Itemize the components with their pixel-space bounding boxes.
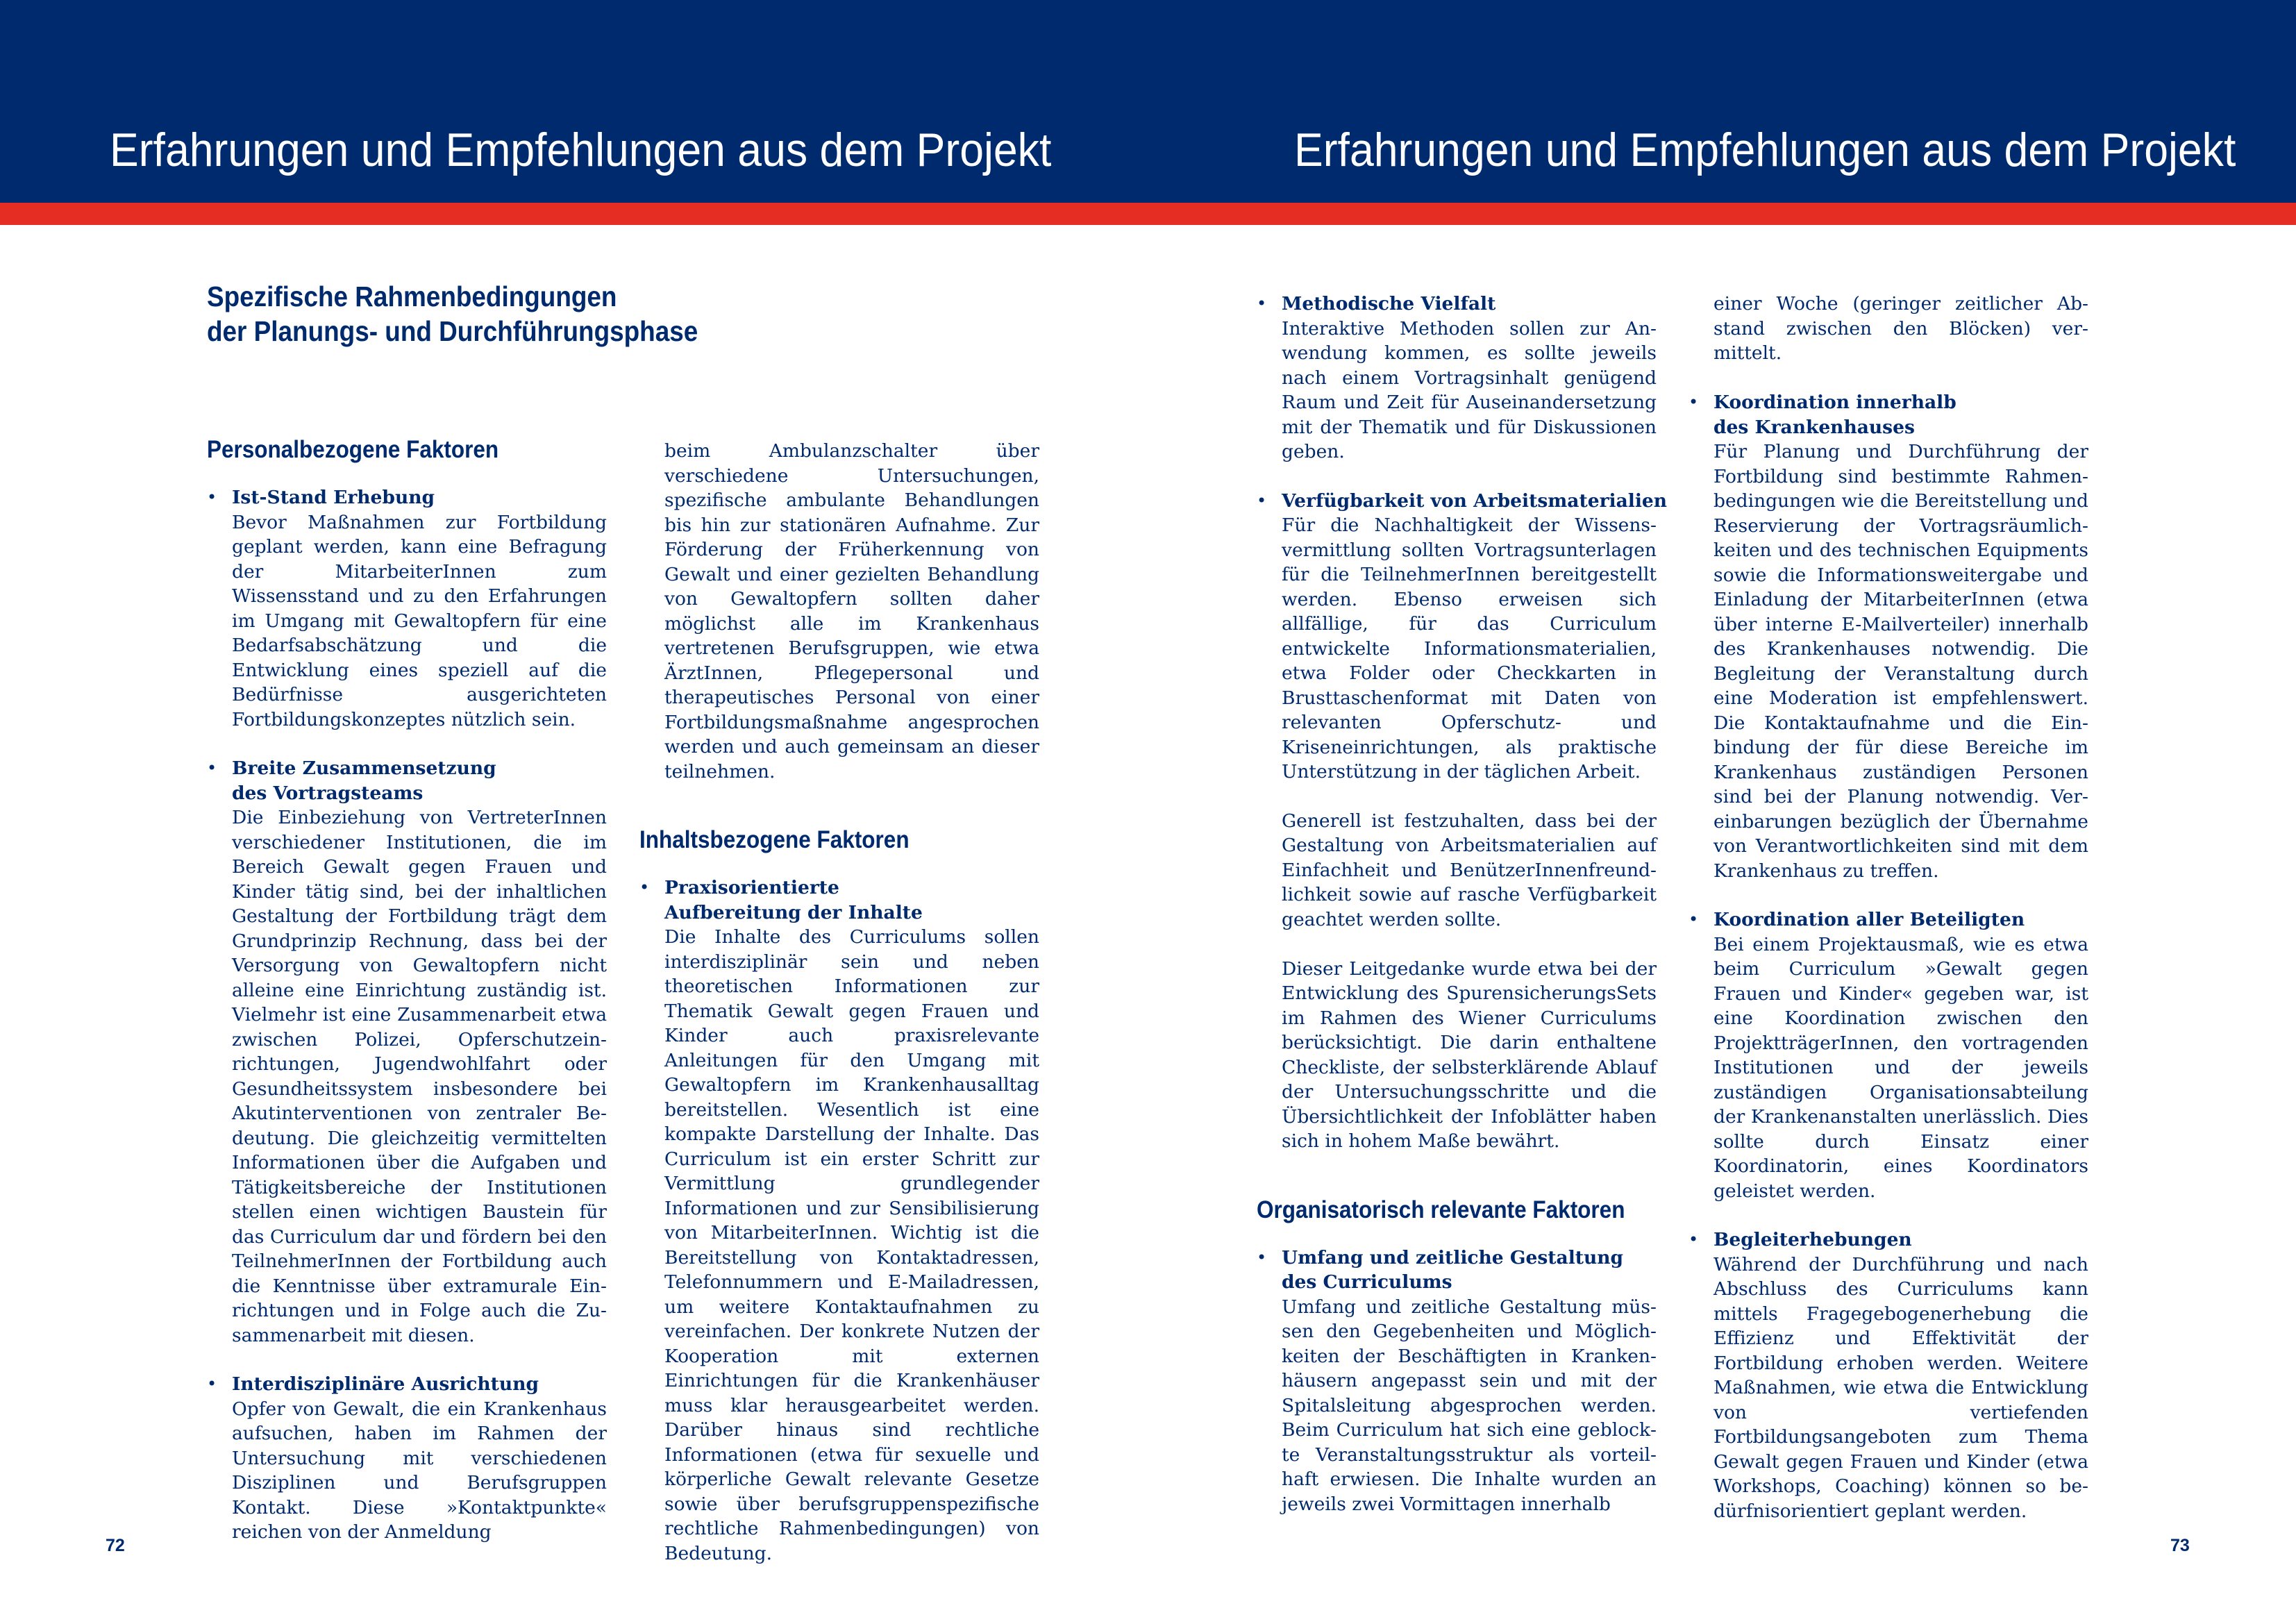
page-number-left: 72 [106, 1536, 125, 1555]
section-heading-org: Organisatorisch relevante Faktoren [1257, 1196, 1625, 1223]
page-title: Spezifische Rahmenbedingungen der Planungs- und Durchführungsphase [207, 281, 698, 347]
item-text: Während der Durchführung und nach Abschluss des Curriculums kann mittels Fragegebogenerhebung die Effizienz und Effektivität der Fortbildung erhoben werden. Weitere Maßnahmen, wie etwa die Entwicklung von vertiefenden Fortbildungsangeboten zum Thema Gewalt gegen Frauen und Kinder (etwa Workshops, Coaching) können so bedürfnisorientiert geplant werden. [1713, 1253, 2088, 1522]
bullet-icon: • [1689, 1230, 1699, 1249]
bullet-icon: • [207, 1374, 217, 1393]
bullet-icon: • [1689, 392, 1699, 412]
bullet-icon: • [639, 878, 650, 897]
list-item [207, 756, 607, 1348]
header-bar [0, 0, 2296, 203]
list-item [1689, 390, 2088, 883]
list-item [1257, 489, 1668, 785]
item-text: Bei einem Projektausmaß, wie es etwa beim Curriculum »Gewalt gegen Frauen und Kinder« gegeben war, ist eine Koordination zwischen den ProjektträgerInnen, den vortragenden Institutionen und der jeweils zuständigen Organisationsabteilung der Krankenanstalten unerlässlich. Dies sollte durch Einsatz einer Koordinatorin, eines Koordinators geleistet werden. [1713, 933, 2088, 1202]
left-column-2 [639, 439, 1039, 1590]
paragraph: Generell ist festzuhalten, dass bei der Gestaltung von Arbeitsmaterialien auf Einfachheit und BenützerInnenfreundlichkeit sowie auf rasche Verfügbarkeit geachtet werden sollte. [1282, 810, 1657, 930]
item-text: Für die Nachhaltigkeit der Wissensvermittlung sollten Vortragsunterlagen für die TeilnehmerInnen bereitgestellt werden. Ebenso erweisen sich allfällige, für das Curriculum entwickelte Informationsmaterialien, etwa Folder oder Checkkarten in Brusttaschenformat mit Daten von relevanten Opferschutz- und Kriseneinrichtungen, als praktische Unterstützung in der täglichen Arbeit. [1282, 514, 1657, 782]
item-title: Umfang und zeitliche Gestaltung [1282, 1246, 1624, 1269]
item-title: Interdisziplinäre Ausrichtung [232, 1373, 539, 1395]
item-text: Umfang und zeitliche Gestaltung müssen den Gegebenheiten und Möglichkeiten der Beschäftigten in Krankenhäusern angepasst sein und mit der Spitalsleitung abgesprochen werden. Beim Curriculum hat sich eine geblockte Veranstaltungsstruktur als vorteilhaft erwiesen. Die Inhalte wurden an jeweils zwei Vormittagen innerhalb [1282, 1296, 1657, 1515]
bullet-icon: • [1257, 1247, 1267, 1267]
left-column-1 [207, 435, 607, 1569]
list-item [1689, 907, 2088, 1203]
item-title: Verfügbarkeit von Arbeitsmaterialien [1282, 489, 1668, 512]
item-title-line2: Aufbereitung der Inhalte [664, 901, 923, 923]
section-heading-content: Inhaltsbezogene Faktoren [639, 826, 910, 853]
item-text: Die Einbeziehung von VertreterInnen verschiedener Institutionen, die im Bereich Gewalt gegen Frauen und Kinder tätig sind, bei der inhaltlichen Gestaltung der Fortbildung trägt dem Grundprinzip Rechnung, dass bei der Versorgung von Gewaltopfern nicht alleine eine Einrichtung zuständig ist. Vielmehr ist eine Zusammenarbeit etwa zwischen Polizei, Opferschutzeinrichtungen, Jugendwohlfahrt oder Gesundheitssystem insbesondere bei Akutinterventionen von zentraler Bedeutung. Die gleichzeitig vermittelten Informationen über die Aufgaben und Tätigkeitsbereiche der Institutionen stellen einen wichtigen Baustein für das Curriculum dar und fördern bei den TeilnehmerInnen der Fortbildung auch die Kenntnisse über extramurale Einrichtungen und in Folge auch die Zusammenarbeit mit diesen. [232, 807, 607, 1346]
section-heading-personal: Personalbezogene Faktoren [207, 436, 499, 463]
bullet-icon: • [207, 487, 217, 507]
item-title: Breite Zusammensetzung [232, 757, 496, 779]
list-item [1257, 292, 1657, 464]
item-title: Begleiterhebungen [1713, 1229, 1912, 1250]
item-title: Methodische Vielfalt [1282, 293, 1496, 315]
bullet-icon: • [1257, 294, 1267, 313]
item-title: Koordination aller Beteiligten [1713, 909, 2025, 930]
list-item [639, 876, 1039, 1566]
item-title: Ist-Stand Erhebung [232, 487, 435, 508]
header-title-left: Erfahrungen und Empfehlungen aus dem Projekt [110, 124, 1052, 176]
list-item [1257, 1246, 1657, 1517]
item-title: Praxisorientierte [664, 877, 839, 898]
item-text: Opfer von Gewalt, die ein Krankenhaus aufsuchen, haben im Rahmen der Untersuchung mit verschiedenen Disziplinen und Berufsgruppen Kontakt. Diese »Kontaktpunkte« reichen von der Anmeldung [232, 1398, 607, 1543]
item-text: Bevor Maßnahmen zur Fortbildung geplant werden, kann eine Befragung der MitarbeiterInnen zum Wissensstand und zu den Erfahrungen im Umgang mit Gewaltopfern für eine Bedarfsabschätzung und die Entwicklung eines speziell auf die Bedürfnisse ausgerichteten Fortbildungskonzeptes nützlich sein. [232, 511, 607, 730]
header-title-right: Erfahrungen und Empfehlungen aus dem Projekt [1294, 124, 2236, 176]
right-column-1 [1257, 292, 1668, 1541]
list-item [207, 1372, 607, 1545]
paragraph: Dieser Leitgedanke wurde etwa bei der Entwicklung des SpurensicherungsSets im Rahmen des Wiener Curriculums berücksichtigt. Die darin enthaltene Checkliste, der selbsterklärende Ablauf der Untersuchungsschritte und die Übersichtlichkeit der Infoblätter haben sich in hohem Maße bewährt. [1282, 957, 1657, 1152]
item-title-line2: des Curriculums [1282, 1271, 1452, 1293]
bullet-icon: • [1689, 910, 1699, 929]
page-number-right: 73 [2170, 1536, 2190, 1555]
continuation-text: beim Ambulanzschalter über verschiedene Untersuchungen, spezifische ambulante Behandlungen bis hin zur stationären Aufnahme. Zur Förderung der Früherkennung von Gewalt und einer gezielten Behandlung von Gewaltopfern sollten daher möglichst alle im Krankenhaus vertretenen Berufsgruppen, wie etwa ÄrztInnen, Pflegepersonal und therapeutisches Personal von einer Fortbildungsmaßnahme angesprochen werden und auch gemeinsam an dieser teilnehmen. [664, 440, 1039, 782]
header-red-stripe [0, 203, 2296, 225]
right-column-2 [1689, 292, 2088, 1548]
item-text: Interaktive Methoden sollen zur Anwendung kommen, es sollte jeweils nach einem Vortragsinhalt genügend Raum und Zeit für Auseinandersetzung mit der Thematik und für Diskussionen geben. [1282, 317, 1657, 462]
item-title-line2: des Krankenhauses [1713, 416, 1915, 438]
item-text: Für Planung und Durchführung der Fortbildung sind bestimmte Rahmenbedingungen wie die Bereitstellung und Reservierung der Vortragsräumlichkeiten und des technischen Equipments sowie die Informationsweitergabe und Einladung der MitarbeiterInnen (etwa über interne E-Mailverteiler) innerhalb des Krankenhauses notwendig. Die Begleitung der Veranstaltung durch eine Moderation ist empfehlenswert. Die Kontaktaufnahme und die Einbindung der für diese Bereiche im Krankenhaus zuständigen Personen sind bei der Planung notwendig. Vereinbarungen bezüglich der Übernahme von Verantwortlichkeiten sind mit dem Krankenhaus zu treffen. [1713, 441, 2088, 882]
bullet-icon: • [1257, 490, 1267, 510]
item-text: Die Inhalte des Curriculums sollen interdisziplinär sein und neben theoretischen Informationen zur Thematik Gewalt gegen Frauen und Kinder auch praxisrelevante Anleitungen für den Umgang mit Gewaltopfern im Krankenhausalltag bereitstellen. Wesentlich ist eine kompakte Darstellung der Inhalte. Das Curriculum ist ein erster Schritt zur Vermittlung grundlegender Informationen und zur Sensibilisierung von MitarbeiterInnen. Wichtig ist die Bereitstellung von Kontaktadressen, Telefonnummern und E-Mailadressen, um weitere Kontaktaufnahmen zu vereinfachen. Der konkrete Nutzen der Kooperation mit externen Einrichtungen für die Krankenhäuser muss klar herausgearbeitet werden. Darüber hinaus sind rechtliche Informationen (etwa für sexuelle und körperliche Gewalt relevante Gesetze sowie über berufsgruppenspezifische rechtliche Rahmenbedingungen) von Bedeutung. [664, 926, 1039, 1564]
item-title: Koordination innerhalb [1713, 392, 1956, 413]
list-item [207, 485, 607, 732]
item-title-line2: des Vortragsteams [232, 782, 424, 804]
bullet-icon: • [207, 758, 217, 778]
list-item [1689, 1228, 2088, 1523]
continuation-text: einer Woche (geringer zeitlicher Abstand zwischen den Blöcken) vermittelt. [1713, 293, 2088, 364]
